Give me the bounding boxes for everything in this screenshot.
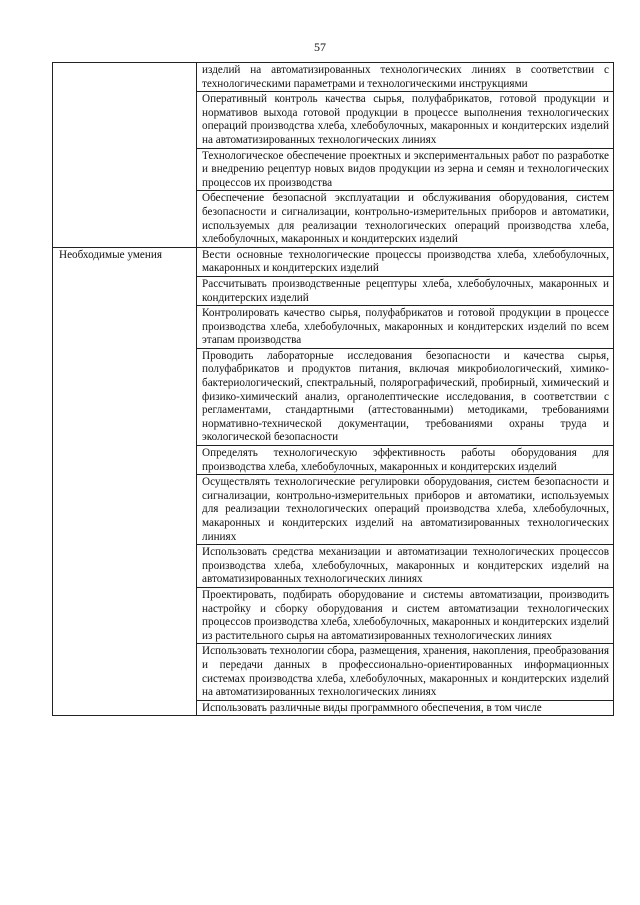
table-cell [197, 276, 613, 305]
cell-text: Определять технологическую эффективность работы оборудования для производства хлеба, хлебобулочных, макаронных и кондитерских изделий [202, 447, 609, 473]
cell-text: Рассчитывать производственные рецептуры хлеба, хлебобулочных, макаронных и кондитерских изделий [202, 277, 609, 304]
table-cell [197, 348, 613, 445]
table-row [53, 63, 614, 248]
cell-text: Использовать различные виды программного обеспечения, в том числе [202, 701, 542, 714]
table-cell [197, 305, 613, 348]
cell-text: Проектировать, подбирать оборудование и системы автоматизации, производить настройку и сборку оборудования и систем автоматизации технологических процессов производства хлеба, хлебобулочных, макаронных и кондитерских изделий из растительного сырья на автоматизированных технологических линиях [202, 588, 609, 642]
page-number: 57 [314, 40, 326, 54]
table-cell [197, 474, 613, 544]
table-cell [197, 700, 613, 716]
table-row [53, 247, 614, 716]
table-cell [197, 63, 613, 91]
table-cell [197, 445, 613, 474]
cell-text: Оперативный контроль качества сырья, полуфабрикатов, готовой продукции и нормативов выхода готовой продукции в процессе выполнения технологических операций производства хлеба, хлебобулочных, макаронных и кондитерских изделий на автоматизированных технологических линиях [202, 93, 609, 146]
table-cell [197, 190, 613, 246]
cell-text: Вести основные технологические процессы производства хлеба, хлебобулочных, макаронных и кондитерских изделий [202, 248, 609, 275]
table-cell [197, 643, 613, 699]
cell-text: Использовать средства механизации и автоматизации технологических процессов производства хлеба, хлебобулочных, макаронных и кондитерских изделий на автоматизированных технологических линиях [202, 546, 609, 586]
table-cell [197, 587, 613, 643]
cell-text: Использовать технологии сбора, размещения, хранения, накопления, преобразования и передачи данных в профессионально-ориентированных информационных системах производства хлеба, хлебобулочных, макаронных и кондитерских изделий на автоматизированных технологических линиях [202, 645, 609, 699]
table-cell [197, 248, 613, 276]
row-label-cell [53, 63, 197, 248]
cell-text: Контролировать качество сырья, полуфабрикатов и готовой продукции в процессе производства хлеба, хлебобулочных, макаронных и кондитерских изделий по всем этапам производства [202, 307, 609, 347]
requirements-table [52, 62, 614, 716]
row-content-cell [197, 63, 614, 248]
row-label [53, 63, 196, 64]
table-cell [197, 148, 613, 191]
row-content-cell [197, 247, 614, 716]
table-cell [197, 544, 613, 587]
row-label-skills: Необходимые умения [59, 248, 162, 261]
cell-text: Обеспечение безопасной эксплуатации и обслуживания оборудования, систем безопасности и сигнализации, контрольно-измерительных приборов и автоматики, используемых для реализации технологических операций производства хлеба, хлебобулочных, макаронных и кондитерских изделий [202, 192, 609, 246]
cell-text: Проводить лабораторные исследования безопасности и качества сырья, полуфабрикатов и продуктов питания, включая микробиологический, химико-бактериологический, спектральный, полярографический, пробирный, химический и физико-химический анализ, органолептические исследования, в соответствии с регламентами, стандартными (аттестованными) методиками, требованиями нормативно-технической документации, требованиями охраны труда и экологической безопасности [202, 349, 609, 444]
cell-text: Технологическое обеспечение проектных и экспериментальных работ по разработке и внедрению рецептур новых видов продукции из зерна и семян и технологических процессов их производства [202, 149, 609, 189]
table-cell [197, 91, 613, 147]
cell-text: Осуществлять технологические регулировки оборудования, систем безопасности и сигнализации, контрольно-измерительных приборов и автоматики, используемых для реализации технологических операций производства хлеба, хлебобулочных, макаронных и кондитерских изделий на автоматизированных технологических линиях [202, 476, 609, 543]
cell-text: изделий на автоматизированных технологических линиях в соответствии с технологическими параметрами и технологическими инструкциями [202, 64, 609, 90]
row-label-cell [53, 247, 197, 716]
